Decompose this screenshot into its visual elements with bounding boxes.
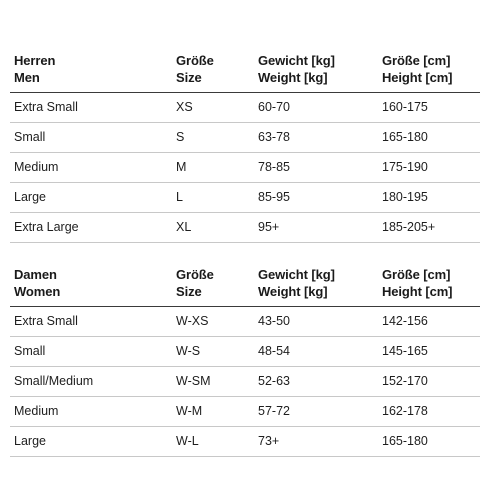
row-weight: 43-50	[258, 314, 290, 328]
header-weight-en: Weight [kg]	[258, 70, 328, 85]
row-weight: 60-70	[258, 100, 290, 114]
row-weight: 95+	[258, 220, 280, 234]
row-size: W-S	[176, 344, 201, 358]
row-label: Extra Small	[14, 314, 78, 328]
header-category-en: Men	[14, 70, 40, 85]
row-label: Large	[14, 434, 46, 448]
table-row	[10, 213, 480, 243]
row-size: XS	[176, 100, 193, 114]
row-label: Extra Small	[14, 100, 78, 114]
table-row	[10, 367, 480, 397]
row-size: W-XS	[176, 314, 209, 328]
row-label: Medium	[14, 404, 59, 418]
row-weight: 52-63	[258, 374, 290, 388]
row-size: S	[176, 130, 185, 144]
women-table-header	[10, 262, 480, 307]
header-height	[382, 266, 452, 300]
row-height: 175-190	[382, 160, 428, 174]
row-label: Medium	[14, 160, 59, 174]
table-row	[10, 153, 480, 183]
table-row	[10, 93, 480, 123]
table-row	[10, 427, 480, 457]
row-label: Small/Medium	[14, 374, 94, 388]
row-weight: 63-78	[258, 130, 290, 144]
header-size-de: Größe	[176, 267, 214, 282]
row-height: 185-205+	[382, 220, 436, 234]
row-size: W-M	[176, 404, 203, 418]
header-height	[382, 52, 452, 86]
header-size	[176, 52, 214, 86]
row-size: M	[176, 160, 187, 174]
header-size-en: Size	[176, 70, 202, 85]
header-height-en: Height [cm]	[382, 70, 453, 85]
header-category-de: Damen	[14, 267, 57, 282]
table-row	[10, 397, 480, 427]
header-category	[14, 52, 55, 86]
table-row	[10, 183, 480, 213]
row-height: 142-156	[382, 314, 428, 328]
women-size-table	[10, 262, 480, 457]
header-height-de: Größe [cm]	[382, 53, 451, 68]
table-row	[10, 123, 480, 153]
header-weight-de: Gewicht [kg]	[258, 53, 335, 68]
header-height-de: Größe [cm]	[382, 267, 451, 282]
row-height: 145-165	[382, 344, 428, 358]
row-weight: 48-54	[258, 344, 290, 358]
header-weight-en: Weight [kg]	[258, 284, 328, 299]
header-size-de: Größe	[176, 53, 214, 68]
row-weight: 85-95	[258, 190, 290, 204]
header-size-en: Size	[176, 284, 202, 299]
row-label: Extra Large	[14, 220, 79, 234]
header-category	[14, 266, 60, 300]
row-height: 180-195	[382, 190, 428, 204]
row-size: XL	[176, 220, 192, 234]
row-size: W-SM	[176, 374, 211, 388]
row-weight: 57-72	[258, 404, 290, 418]
header-category-de: Herren	[14, 53, 56, 68]
header-height-en: Height [cm]	[382, 284, 453, 299]
table-row	[10, 307, 480, 337]
row-height: 160-175	[382, 100, 428, 114]
men-table-header	[10, 48, 480, 93]
header-category-en: Women	[14, 284, 61, 299]
row-weight: 78-85	[258, 160, 290, 174]
header-weight	[258, 52, 335, 86]
row-label: Small	[14, 344, 46, 358]
row-height: 165-180	[382, 434, 428, 448]
row-height: 165-180	[382, 130, 428, 144]
row-height: 152-170	[382, 374, 428, 388]
header-size	[176, 266, 214, 300]
header-weight-de: Gewicht [kg]	[258, 267, 335, 282]
men-size-table	[10, 48, 480, 243]
table-row	[10, 337, 480, 367]
row-label: Large	[14, 190, 46, 204]
row-height: 162-178	[382, 404, 428, 418]
row-size: L	[176, 190, 183, 204]
row-size: W-L	[176, 434, 199, 448]
header-weight	[258, 266, 335, 300]
row-weight: 73+	[258, 434, 280, 448]
row-label: Small	[14, 130, 46, 144]
